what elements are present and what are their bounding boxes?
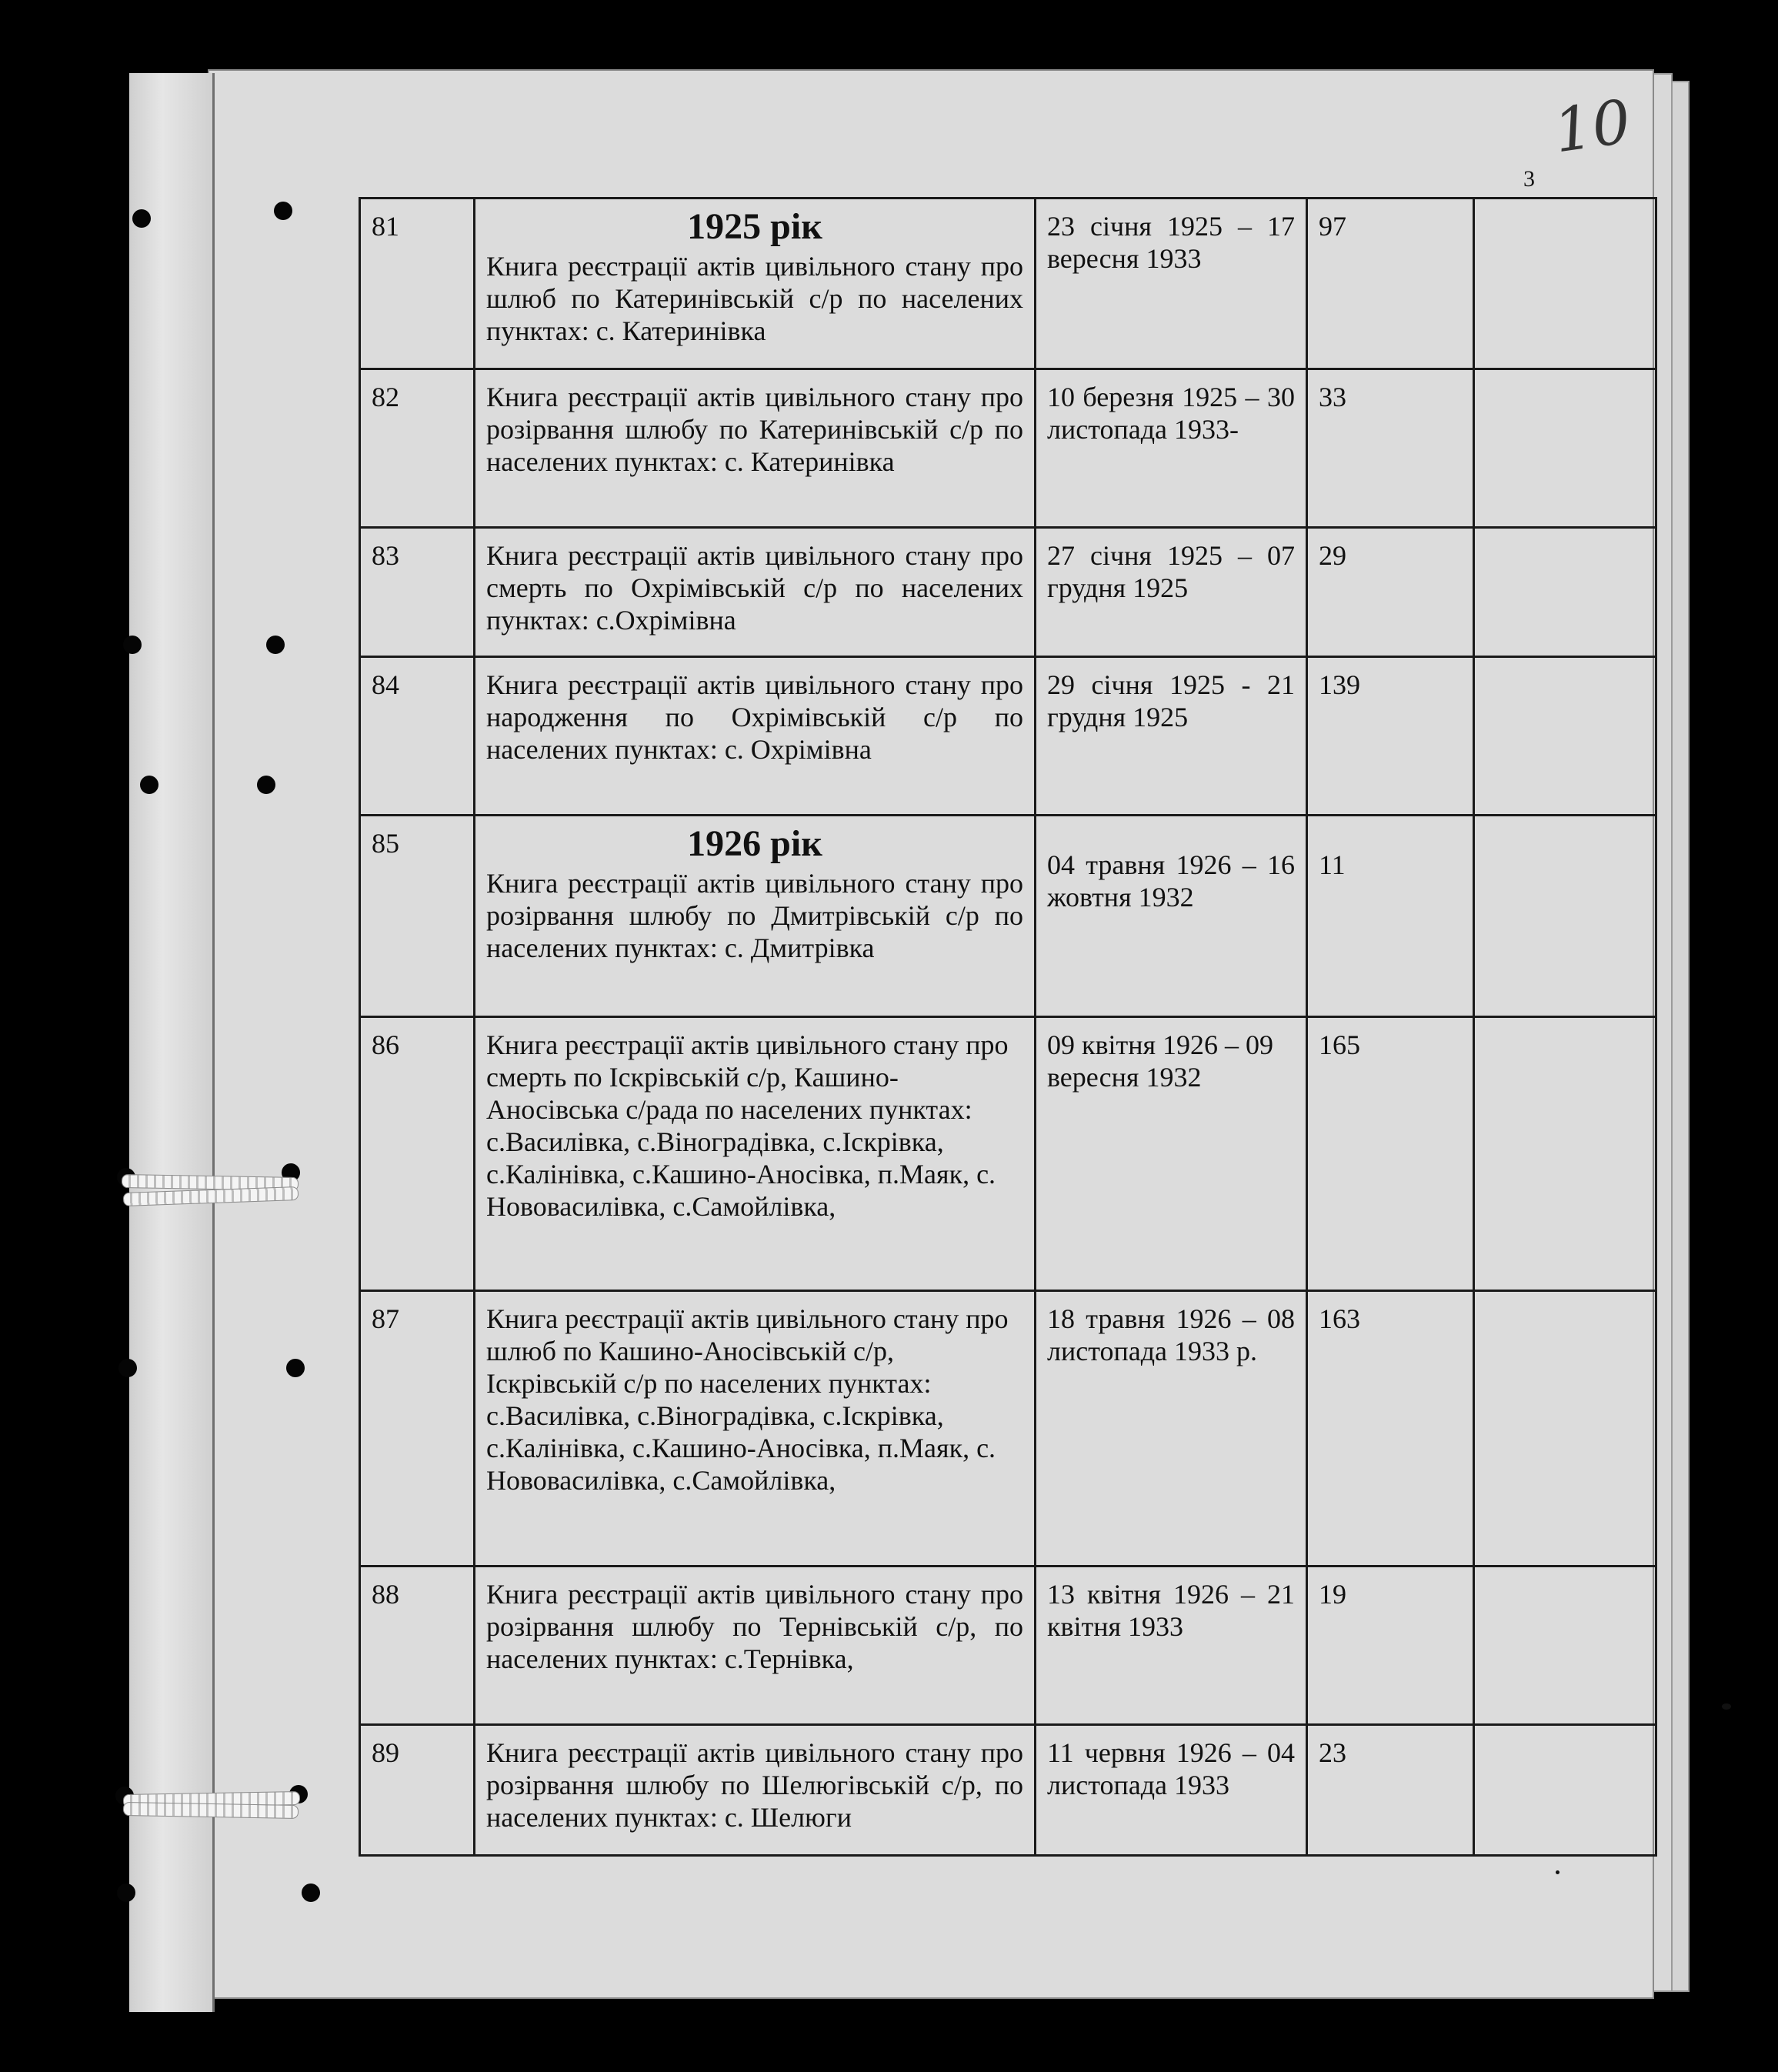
binding-hole: [286, 1359, 305, 1377]
file-title: Книга реєстрації актів цивільного стану про розірвання шлюбу по Тернівській с/р, по населених пунктах: с.Тернівка,: [475, 1567, 1036, 1725]
date-range: 27 січня 1925 – 07 грудня 1925: [1036, 528, 1307, 657]
row-number: 83: [360, 528, 475, 657]
binding-hole: [123, 636, 142, 654]
sheet-count: 97: [1307, 199, 1474, 369]
binding-hole: [132, 209, 151, 228]
file-title: Книга реєстрації актів цивільного стану про смерть по Охрімівській с/р по населених пунктах: с.Охрімівна: [475, 528, 1036, 657]
row-number: 81: [360, 199, 475, 369]
file-title: Книга реєстрації актів цивільного стану про розірвання шлюбу по Шелюгівській с/р, по населених пунктах: с. Шелюги: [475, 1725, 1036, 1856]
date-range: 04 травня 1926 – 16 жовтня 1932: [1036, 816, 1307, 1017]
file-title: Книга реєстрації актів цивільного стану про розірвання шлюбу по Дмитрівській с/р по населених пунктах: с. Дмитрівка: [486, 868, 1023, 963]
row-number: 89: [360, 1725, 475, 1856]
date-range: 13 квітня 1926 – 21 квітня 1933: [1036, 1567, 1307, 1725]
year-heading: 1925 рік: [687, 206, 822, 247]
note-cell: [1474, 199, 1656, 369]
table-row: [360, 816, 1656, 1017]
date-range: 10 березня 1925 – 30 листопада 1933-: [1036, 369, 1307, 528]
date-range: 18 травня 1926 – 08 листопада 1933 р.: [1036, 1291, 1307, 1567]
scan-speck: [1556, 1870, 1560, 1874]
binding-hole: [266, 636, 285, 654]
file-title: Книга реєстрації актів цивільного стану про розірвання шлюбу по Катеринівській с/р по населених пунктах: с. Катеринівка: [475, 369, 1036, 528]
table-row: [360, 369, 1656, 528]
row-number: 85: [360, 816, 475, 1017]
binding-hole: [117, 1883, 135, 1902]
file-title: Книга реєстрації актів цивільного стану про народження по Охрімівській с/р по населених пунктах: с. Охрімівна: [475, 657, 1036, 816]
sheet-count: 163: [1307, 1291, 1474, 1567]
note-cell: [1474, 1017, 1656, 1291]
table-row: [360, 1017, 1656, 1291]
note-cell: [1474, 657, 1656, 816]
sheet-count: 23: [1307, 1725, 1474, 1856]
table-row: [360, 1291, 1656, 1567]
file-title: Книга реєстрації актів цивільного стану про смерть по Іскрівській с/р, Кашино-Аносівська с/рада по населених пунктах: с.Василівка, с.Віноградівка, с.Іскрівка, с.Калінівка, с.Кашино-Аносівка, п.Маяк, с. Нововасилівка, с.Самойлівка,: [475, 1017, 1036, 1291]
file-title-cell: [475, 816, 1036, 1017]
page-binding-edge: [129, 73, 215, 2012]
row-number: 82: [360, 369, 475, 528]
table-row: [360, 657, 1656, 816]
sheet-count: 29: [1307, 528, 1474, 657]
sheet-count: 33: [1307, 369, 1474, 528]
note-cell: [1474, 1291, 1656, 1567]
binding-hole: [140, 776, 158, 794]
note-cell: [1474, 369, 1656, 528]
sheet-count: 139: [1307, 657, 1474, 816]
table-row: [360, 1725, 1656, 1856]
note-cell: [1474, 816, 1656, 1017]
year-heading: 1926 рік: [687, 823, 822, 864]
sheet-count: 165: [1307, 1017, 1474, 1291]
table-row: [360, 1567, 1656, 1725]
table-row: [360, 199, 1656, 369]
binding-hole: [118, 1359, 137, 1377]
date-range: 11 червня 1926 – 04 листопада 1933: [1036, 1725, 1307, 1856]
date-range: 23 січня 1925 – 17 вересня 1933: [1036, 199, 1307, 369]
sheet-count: 19: [1307, 1567, 1474, 1725]
scan-speck: [1722, 1703, 1731, 1710]
date-range: 09 квітня 1926 – 09 вересня 1932: [1036, 1017, 1307, 1291]
sheet-count: 11: [1307, 816, 1474, 1017]
date-range: 29 січня 1925 - 21 грудня 1925: [1036, 657, 1307, 816]
file-title: Книга реєстрації актів цивільного стану про шлюб по Катеринівській с/р по населених пунктах: с. Катеринівка: [486, 251, 1023, 346]
handwritten-page-number: 10: [1549, 87, 1636, 167]
note-cell: [1474, 528, 1656, 657]
file-title: Книга реєстрації актів цивільного стану про шлюб по Кашино-Аносівській с/р, Іскрівській с/р по населених пунктах: с.Василівка, с.Віноградівка, с.Іскрівка, с.Калінівка, с.Кашино-Аносівка, п.Маяк, с. Нововасилівка, с.Самойлівка,: [475, 1291, 1036, 1567]
file-title-cell: [475, 199, 1036, 369]
registry-table: [359, 197, 1657, 1857]
row-number: 88: [360, 1567, 475, 1725]
note-cell: [1474, 1567, 1656, 1725]
printed-page-number: 3: [1523, 166, 1535, 192]
row-number: 86: [360, 1017, 475, 1291]
binding-hole: [274, 202, 292, 220]
note-cell: [1474, 1725, 1656, 1856]
binding-hole: [302, 1883, 320, 1902]
row-number: 87: [360, 1291, 475, 1567]
table-row: [360, 528, 1656, 657]
binding-hole: [257, 776, 275, 794]
row-number: 84: [360, 657, 475, 816]
